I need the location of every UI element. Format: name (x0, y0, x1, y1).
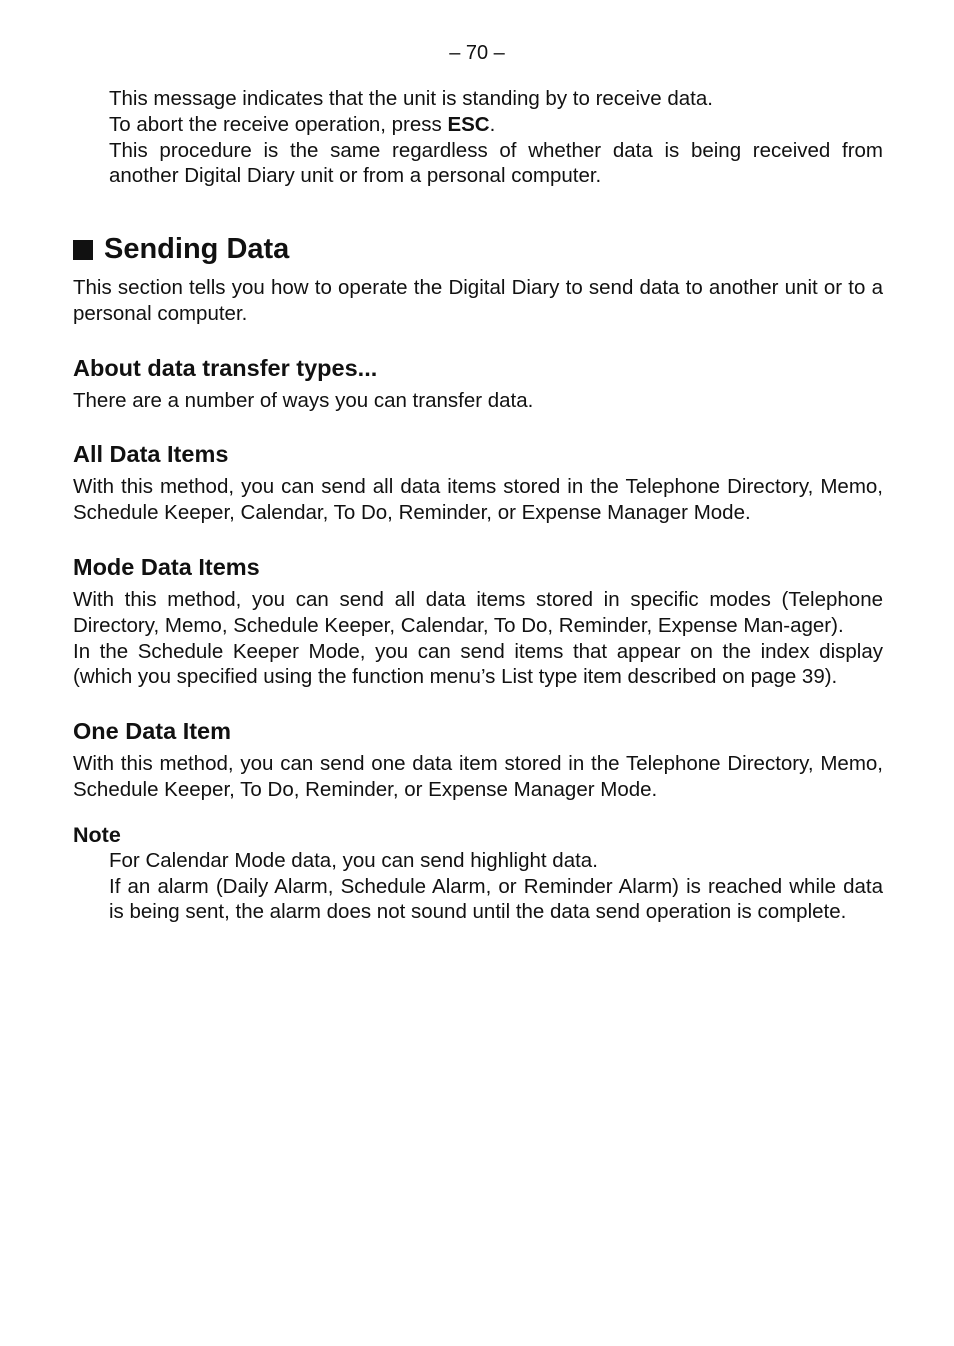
page-number: – 70 – (449, 42, 505, 64)
intro-block (109, 86, 883, 189)
intro-line-standby: This message indicates that the unit is standing by to receive data. (109, 87, 713, 110)
one-data-item-text: With this method, you can send one data item stored in the Telephone Directory, Memo, Schedule Keeper, To Do, Reminder, or Expense Manager Mode. (73, 752, 883, 801)
esc-key-label: ESC (447, 112, 490, 136)
note-line-alarm: If an alarm (Daily Alarm, Schedule Alarm, or Reminder Alarm) is reached while data is being sent, the alarm does not sound until the data send operation is complete. (109, 874, 883, 924)
intro-abort-text: To abort the receive operation, press (109, 112, 448, 136)
intro-line-procedure: This procedure is the same regardless of whether data is being received from another Digital Diary unit or from a personal computer. (109, 138, 883, 188)
sending-data-section (73, 230, 883, 925)
note-heading: Note (73, 822, 121, 847)
note-line-calendar: For Calendar Mode data, you can send highlight data. (109, 848, 598, 872)
intro-line-abort (109, 112, 883, 138)
all-data-items-text: With this method, you can send all data items stored in the Telephone Directory, Memo, Schedule Keeper, Calendar, To Do, Reminder, or Expense Manager Mode. (73, 475, 883, 525)
section-title (73, 230, 883, 268)
mode-data-items-text: With this method, you can send all data items stored in specific modes (Telephone Directory, Memo, Schedule Keeper, Calendar, To Do, Reminder, Expense Man-ager). (73, 587, 883, 637)
mode-data-items-heading: Mode Data Items (73, 553, 260, 580)
section-description: This section tells you how to operate the Digital Diary to send data to another unit or to a personal computer. (73, 276, 883, 325)
black-square-icon (73, 240, 93, 260)
about-transfer-types-heading: About data transfer types... (73, 354, 378, 381)
all-data-items-heading: All Data Items (73, 441, 229, 468)
about-transfer-types-text: There are a number of ways you can transfer data. (73, 388, 534, 412)
one-data-item-heading: One Data Item (73, 718, 232, 745)
note-body (109, 848, 883, 925)
intro-abort-period: . (489, 112, 496, 136)
mode-data-items-schedule-text: In the Schedule Keeper Mode, you can send items that appear on the index display (which you specified using the function menu’s List type item described on page 39). (73, 639, 883, 689)
section-title-text: Sending Data (104, 233, 290, 265)
